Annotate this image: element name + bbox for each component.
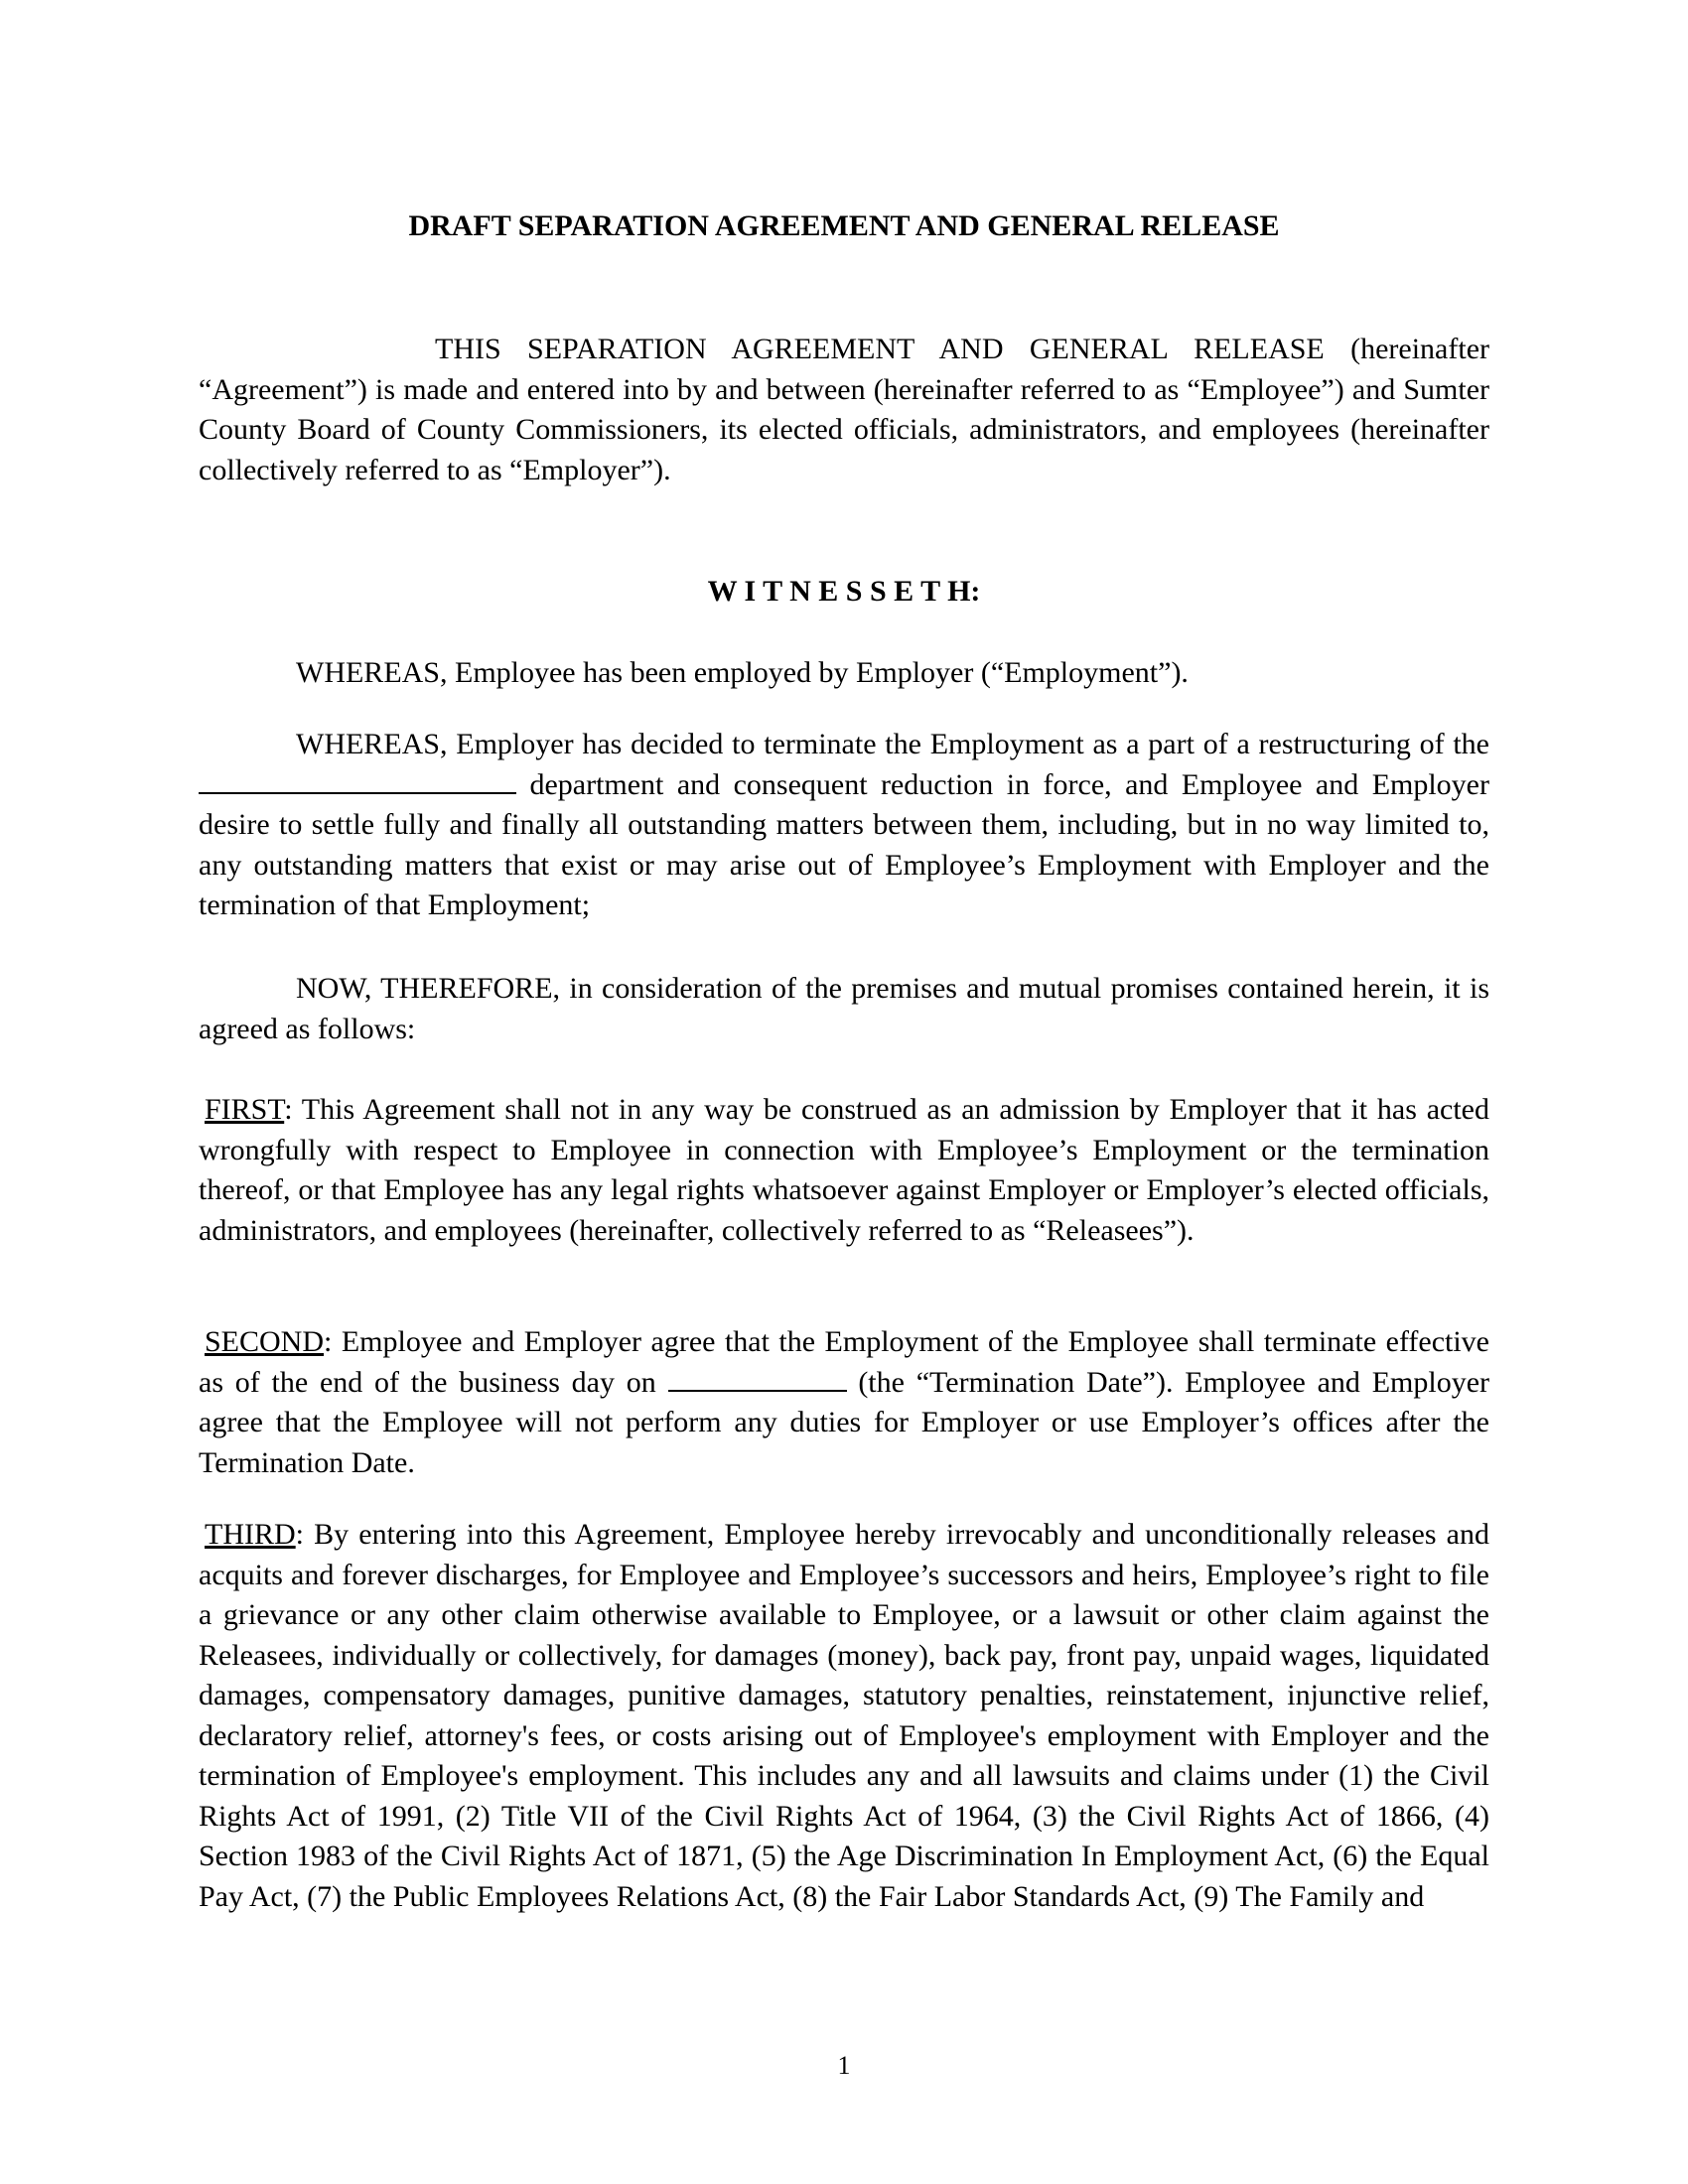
second-section-text-start: : Employee and Employer agree that the Employment of the Employee shall terminate effective as of the end of the business day on <box>199 1325 1489 1399</box>
intro-paragraph: THIS SEPARATION AGREEMENT AND GENERAL RELEASE (hereinafter “Agreement”) is made and entered into by and between (hereinafter referred to as “Employee”) and Sumter County Board of County Commissioners, its elected officials, administrators, and employees (hereinafter collectively referred to as “Employer”). <box>199 333 1489 486</box>
first-section-label: FIRST <box>205 1093 285 1126</box>
second-section-label: SECOND <box>205 1325 325 1358</box>
document-title: DRAFT SEPARATION AGREEMENT AND GENERAL RELEASE <box>408 209 1280 242</box>
second-section <box>199 1322 1489 1483</box>
third-section-text: : By entering into this Agreement, Employee hereby irrevocably and unconditionally releases and acquits and forever discharges, for Employee and Employee’s successors and heirs, Employee’s right to file a grievance or any other claim otherwise available to Employee, or a lawsuit or other claim against the Releasees, individually or collectively, for damages (money), back pay, front pay, unpaid wages, liquidated damages, compensatory damages, punitive damages, statutory penalties, reinstatement, injunctive relief, declaratory relief, attorney's fees, or costs arising out of Employee's employment with Employer and the termination of Employee's employment. This includes any and all lawsuits and claims under (1) the Civil Rights Act of 1991, (2) Title VII of the Civil Rights Act of 1964, (3) the Civil Rights Act of 1866, (4) Section 1983 of the Civil Rights Act of 1871, (5) the Age Discrimination In Employment Act, (6) the Equal Pay Act, (7) the Public Employees Relations Act, (8) the Fair Labor Standards Act, (9) The Family and <box>199 1518 1489 1913</box>
termination-date-blank-line <box>668 1366 847 1392</box>
first-section-text: : This Agreement shall not in any way be construed as an admission by Employer that it has acted wrongfully with respect to Employee in connection with Employee’s Employment or the termination thereof, or that Employee has any legal rights whatsoever against Employer or Employer’s elected officials, administrators, and employees (hereinafter, collectively referred to as “Releasees”). <box>199 1093 1489 1247</box>
whereas-paragraph-1: WHEREAS, Employee has been employed by Employer (“Employment”). <box>296 656 1189 689</box>
first-section <box>199 1090 1489 1251</box>
third-section-label: THIRD <box>205 1518 296 1551</box>
now-therefore-paragraph: NOW, THEREFORE, in consideration of the premises and mutual promises contained herein, it is agreed as follows: <box>199 972 1489 1045</box>
third-section <box>199 1515 1489 1917</box>
witnesseth-heading: W I T N E S S E T H: <box>707 575 981 608</box>
whereas-2-text-start: WHEREAS, Employer has decided to terminate the Employment as a part of a restructuring of the <box>296 728 1489 760</box>
department-blank-line <box>199 768 516 794</box>
whereas-paragraph-2 <box>199 725 1489 926</box>
whereas-2-text-end: department and consequent reduction in force, and Employee and Employer desire to settle fully and finally all outstanding matters between them, including, but in no way limited to, any outstanding matters that exist or may arise out of Employee’s Employment with Employer and the termination of that Employment; <box>199 767 1489 921</box>
page-number: 1 <box>837 2051 851 2080</box>
second-section-text-end: (the “Termination Date”). Employee and Employer agree that the Employee will not perform any duties for Employer or use Employer’s offices after the Termination Date. <box>199 1365 1490 1479</box>
